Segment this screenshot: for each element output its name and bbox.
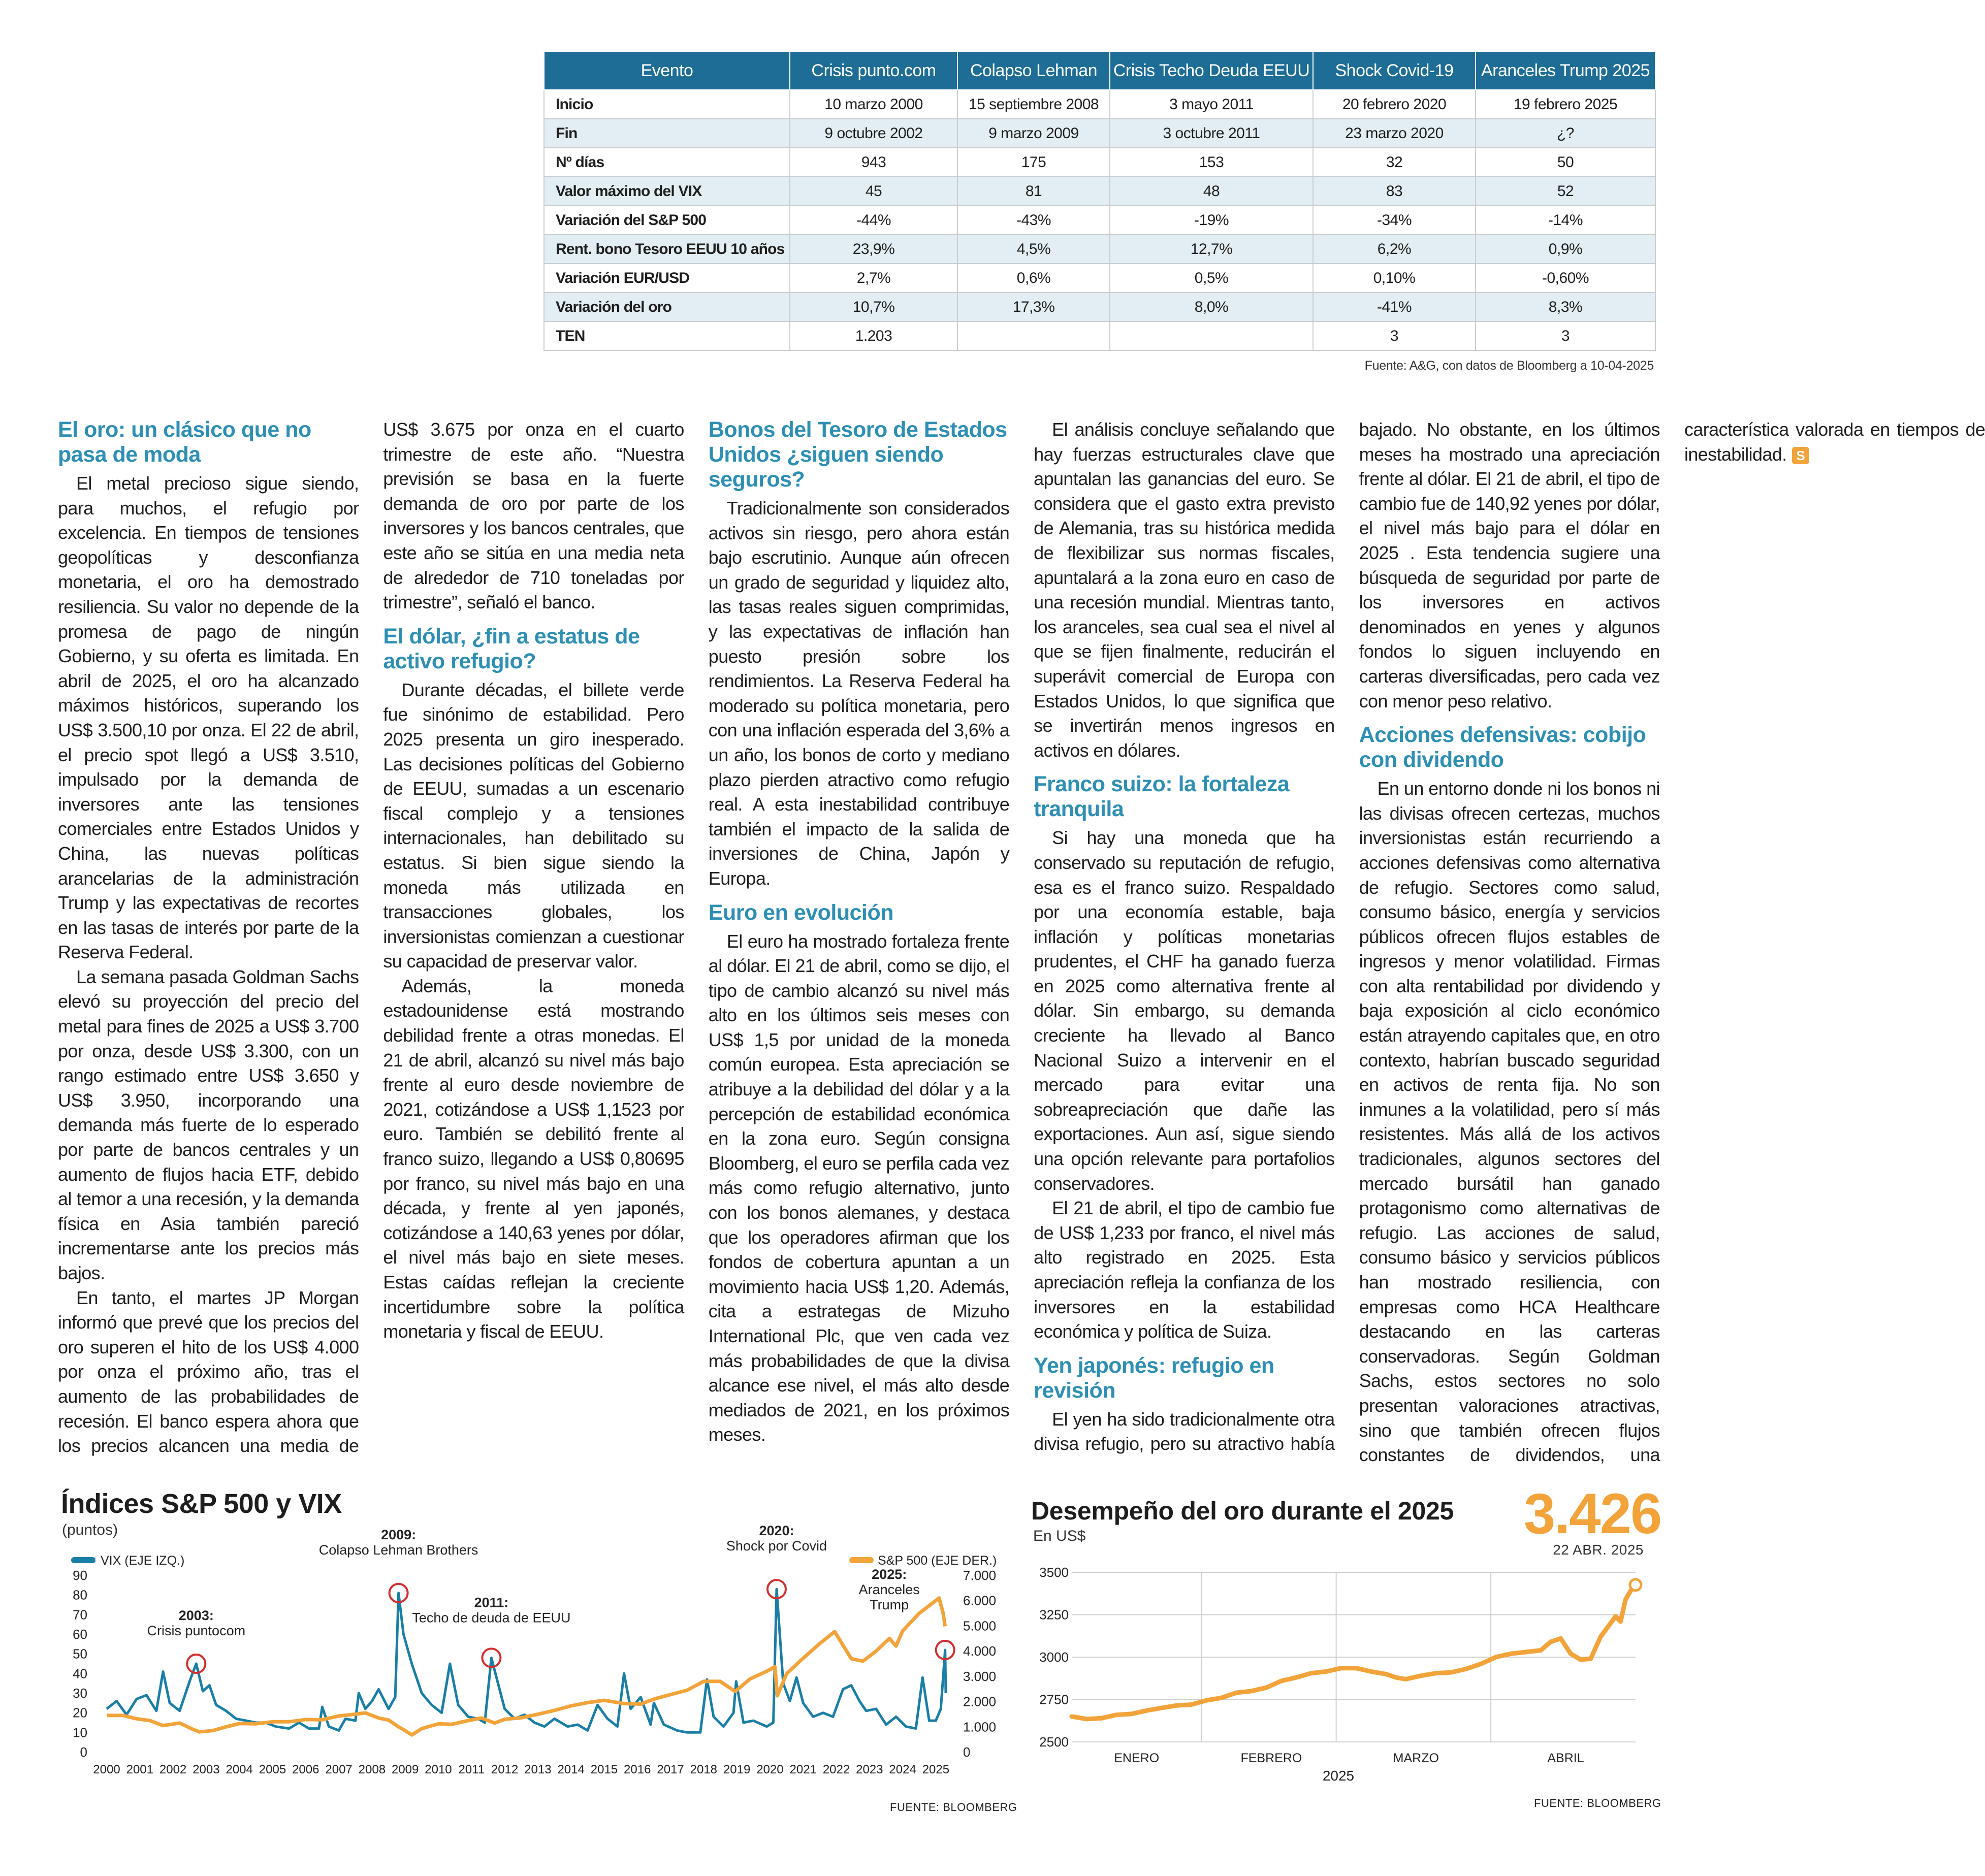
x-tick-label: 2002: [159, 1763, 187, 1776]
table-cell: -44%: [790, 206, 957, 235]
y-right-tick-label: 6.000: [963, 1593, 997, 1608]
legend-swatch-sp500: [849, 1557, 874, 1563]
table-cell: 32: [1313, 148, 1476, 177]
row-label: Nº días: [544, 148, 790, 177]
table-row: [544, 321, 1655, 350]
table-cell: 8,3%: [1476, 293, 1655, 321]
table-row: [544, 206, 1655, 235]
table-cell: 23,9%: [790, 235, 957, 264]
table-cell: 6,2%: [1313, 235, 1476, 264]
paragraph: Durante décadas, el billete verde fue sinónimo de estabilidad. Pero 2025 presenta un giro inesperado. Las decisiones políticas del Gobierno de EEUU, sumadas a un escenario fiscal complejo y a tensiones internacionales, han debilitado su estatus. Si bien sigue siendo la moneda más utilizada en transacciones globales, los inversionistas comienzan a cuestionar su capacidad de preservar valor.: [383, 679, 684, 972]
paragraph: El análisis concluye señalando que hay fuerzas estructurales clave que apuntalan las ganancias del euro. Se considera que el gasto extra previsto de Alemania, tras su histórica medida de flexibilizar sus normas fiscales, apuntalará a la zona euro en caso de una recesión mundial. Mientras tanto, los aranceles, sea cual sea el nivel al que se fijen finalmente, reducirán el superávit comercial de Europa con Estados Unidos, lo que significa que se invertirán menos ingresos en activos en dólares.: [1034, 419, 1335, 761]
paragraph: La semana pasada Goldman Sachs elevó su proyección del precio del metal para fines de 2025 a US$ 3.700 por onza, desde US$ 3.300, con un rango estimado entre US$ 3.650 y US$ 3.950, incorporando una demanda más fuerte de lo esperado por parte de bancos centrales y un aumento de flujos hacia ETF, debido al temor a una recesión, y la demanda física en Asia también pareció incrementarse ante los precios más bajos.: [58, 966, 359, 1283]
table-cell: -34%: [1313, 206, 1476, 235]
table-header-row: [544, 51, 1655, 90]
x-tick-label: 2011: [458, 1763, 485, 1776]
table-cell: ¿?: [1476, 119, 1655, 148]
table-cell: 45: [790, 177, 957, 206]
y-left-tick-label: 60: [73, 1627, 87, 1642]
table-cell: 52: [1476, 177, 1655, 206]
y-right-tick-label: 3.000: [963, 1668, 997, 1684]
x-tick-label: 2005: [259, 1763, 286, 1776]
section-heading-yen: Yen japonés: refugio en revisión: [1034, 1353, 1274, 1403]
section-heading-franco: Franco suizo: la fortaleza tranquila: [1034, 772, 1290, 822]
x-tick-label: 2023: [856, 1763, 883, 1776]
chart1-subtitle: (puntos): [62, 1522, 118, 1538]
y-left-tick-label: 50: [73, 1646, 87, 1662]
y-tick-label: 3250: [1039, 1607, 1069, 1623]
gold-latest-point: [1630, 1579, 1641, 1591]
paragraph: Además, la moneda estadounidense está mostrando debilidad frente a otras monedas. El 21 de abril, alcanzó su nivel más bajo frente al euro desde noviembre de 2021, cotizándose a US$ 1,1523 por euro. También se debilitó frente al franco suizo, llegando a US$ 0,80695 por franco, su nivel más bajo en una década, y frente al yen japonés, cotizándose a 140,63 yenes por dólar, el nivel más bajo en siete meses. Estas caídas reflejan la creciente incertidumbre sobre la política monetaria y fiscal de EEUU.: [383, 975, 684, 1342]
x-tick-label: 2024: [889, 1763, 916, 1776]
annotation-year: 2009:: [381, 1527, 417, 1542]
row-label: Variación del S&P 500: [544, 206, 790, 235]
table-cell: 23 marzo 2020: [1313, 119, 1476, 148]
x-tick-label: 2018: [690, 1763, 718, 1776]
table-cell: 15 septiembre 2008: [957, 90, 1110, 119]
paragraph: El 21 de abril, el tipo de cambio fue de US$ 1,233 por franco, el nivel más alto registrado en 2025. Esta apreciación refleja la confianza de los inversores en la estabilidad económica y política de Suiza.: [1034, 1198, 1335, 1342]
table-cell: [957, 321, 1110, 350]
y-right-tick-label: 4.000: [963, 1643, 997, 1659]
table-header-cell: Aranceles Trump 2025: [1476, 51, 1655, 90]
annotation-year: 2011:: [474, 1595, 509, 1610]
x-tick-label: 2014: [557, 1763, 585, 1776]
table-row: [544, 264, 1655, 293]
table-cell: 0,5%: [1110, 264, 1313, 293]
annotation-text: Aranceles: [858, 1581, 920, 1597]
annotation-text: Colapso Lehman Brothers: [318, 1542, 478, 1558]
x-tick-label: 2001: [126, 1763, 153, 1776]
chart1-source: FUENTE: BLOOMBERG: [890, 1801, 1017, 1814]
table-header-cell: Evento: [544, 51, 790, 90]
x-tick-label: MARZO: [1393, 1751, 1439, 1765]
annotation-text: Techo de deuda de EEUU: [412, 1610, 571, 1626]
row-label: Valor máximo del VIX: [544, 177, 790, 206]
table-cell: 3 mayo 2011: [1110, 90, 1313, 119]
section-heading-oro: El oro: un clásico que no pasa de moda: [58, 417, 311, 467]
x-tick-label: 2012: [491, 1763, 519, 1776]
chart2-subtitle: En US$: [1033, 1528, 1086, 1544]
table-row: [544, 119, 1655, 148]
row-label: Inicio: [544, 90, 790, 119]
y-left-tick-label: 20: [73, 1705, 87, 1721]
table-cell: 1.203: [790, 321, 957, 350]
chart2-title: Desempeño del oro durante el 2025: [1031, 1497, 1454, 1525]
table-cell: 9 octubre 2002: [790, 119, 957, 148]
y-tick-label: 2750: [1039, 1692, 1069, 1707]
section-heading-euro: Euro en evolución: [708, 900, 894, 925]
table-cell: -19%: [1110, 206, 1313, 235]
legend-swatch-vix: [71, 1557, 95, 1563]
table-cell: 4,5%: [957, 235, 1110, 264]
table-row: [544, 148, 1655, 177]
x-tick-label: 2025: [922, 1763, 950, 1776]
x-tick-label: 2006: [292, 1763, 319, 1776]
crisis-comparison-table: [543, 51, 1656, 351]
table-cell: 175: [957, 148, 1110, 177]
section-heading-dolar: El dólar, ¿fin a estatus de activo refugio?: [383, 624, 640, 673]
table-cell: [1110, 321, 1313, 350]
row-label: TEN: [544, 321, 790, 350]
x-tick-label: 2010: [425, 1763, 452, 1776]
table-cell: 19 febrero 2025: [1476, 90, 1655, 119]
x-tick-label: 2020: [756, 1763, 784, 1776]
gold-2025-chart: [1026, 1549, 1656, 1803]
x-axis-label: 2025: [1322, 1768, 1355, 1784]
table-header-cell: Crisis Techo Deuda EEUU: [1110, 51, 1313, 90]
table-cell: 3 octubre 2011: [1110, 119, 1313, 148]
x-tick-label: 2007: [325, 1763, 353, 1776]
y-left-tick-label: 0: [80, 1744, 87, 1760]
paragraph: El euro ha mostrado fortaleza frente al dólar. El 21 de abril, como se dijo, el tipo de cambio alcanzó su nivel más alto en los últimos seis meses con US$ 1,5 por unidad de la moneda común europea. Esta apreciación se atribuye a la debilidad del dólar y a la percepción de estabilidad económica en la zona euro. Según consigna Bloomberg, el euro se perfila cada vez más como refugio alternativo, junto con los bonos alemanes, y destaca que los operadores afirman que los fondos de cobertura apuntan a un movimiento hacia US$ 1,20. Además, cita a estrategas de Mizuho International Plc, que ven cada vez más probabilidades de que la divisa alcance ese nivel, el más alto desde mediados de 2021, en los próximos meses.: [708, 930, 1010, 1445]
row-label: Variación EUR/USD: [544, 264, 790, 293]
table-cell: 50: [1476, 148, 1655, 177]
paragraph: Tradicionalmente son considerados activos sin riesgo, pero ahora están bajo escrutinio. Aunque aún ofrecen un grado de seguridad y liquidez alto, las tasas reales siguen comprimidas, y las expectativas de inflación han puesto presión sobre los rendimientos. La Reserva Federal ha moderado su política monetaria, pero con una inflación esperada del 3,6% a un año, los bonos de corto y mediano plazo pierden atractivo como refugio real. A esta inestabilidad contribuye también el impacto de la salida de inversiones de China, Japón y Europa.: [708, 498, 1010, 889]
y-right-tick-label: 7.000: [963, 1568, 997, 1583]
gold-series-line: [1072, 1585, 1636, 1719]
table-cell: 9 marzo 2009: [957, 119, 1110, 148]
paragraph: En tanto, el martes JP Morgan informó que prevé que los precios del oro superen el hito de los US$ 4.000 por onza el próximo año, tras el aumento de las probabilidades de recesión. El banco espera ahora que los precios alcancen una media de US$ 3.675 por onza en el cuarto trimestre de este año. “Nuestra previsión se basa en la fuerte demanda de oro por parte de los inversores y los bancos centrales, que este año se sitúa en una media neta de alrededor de 710 toneladas por trimestre”, señaló el banco.: [58, 419, 684, 1457]
section-heading-acciones: Acciones defensivas: cobijo con dividendo: [1359, 723, 1646, 772]
table-cell: 83: [1313, 177, 1476, 206]
x-tick-label: 2013: [524, 1763, 552, 1776]
table-cell: 3: [1476, 321, 1655, 350]
y-left-tick-label: 30: [73, 1686, 87, 1701]
table-row: [544, 293, 1655, 321]
x-tick-label: 2016: [624, 1763, 651, 1776]
table-header-cell: Crisis punto.com: [790, 51, 957, 90]
table-cell: -41%: [1313, 293, 1476, 321]
table-cell: 943: [790, 148, 957, 177]
x-tick-label: FEBRERO: [1240, 1751, 1302, 1765]
section-heading-bonos: Bonos del Tesoro de Estados Unidos ¿siguen siendo seguros?: [708, 417, 1007, 492]
chart2-source: FUENTE: BLOOMBERG: [1534, 1797, 1661, 1809]
table-cell: 0,10%: [1313, 264, 1476, 293]
row-label: Rent. bono Tesoro EEUU 10 años: [544, 235, 790, 264]
table-cell: 17,3%: [957, 293, 1110, 321]
table-cell: 153: [1110, 148, 1313, 177]
row-label: Fin: [544, 119, 790, 148]
article-body: [58, 417, 1985, 1472]
table-cell: -0,60%: [1476, 264, 1655, 293]
legend-label-sp500: S&P 500 (EJE DER.): [878, 1554, 997, 1568]
annotation-text: Crisis puntocom: [147, 1623, 246, 1638]
x-tick-label: ABRIL: [1547, 1751, 1584, 1765]
gold-latest-date: 22 ABR. 2025: [1553, 1542, 1644, 1558]
y-left-tick-label: 90: [73, 1568, 87, 1583]
table-cell: 0,9%: [1476, 235, 1655, 264]
table-cell: -14%: [1476, 206, 1655, 235]
legend-label-vix: VIX (EJE IZQ.): [101, 1554, 185, 1568]
paragraph: El metal precioso sigue siendo, para muchos, el refugio por excelencia. En tiempos de tensiones geopolíticas y desconfianza monetaria, el oro ha demostrado resiliencia. Su valor no depende de la promesa de pago de ningún Gobierno, y su oferta es limitada. En abril de 2025, el oro ha alcanzado máximos históricos, superando los US$ 3.500,10 por onza. El 22 de abril, el precio spot llegó a US$ 3.510, impulsado por la demanda de inversores ante las tensiones comerciales entre Estados Unidos y China, las nuevas políticas arancelarias de la administración Trump y las expectativas de recortes en las tasas de interés por parte de la Reserva Federal.: [58, 473, 359, 963]
annotation-text: Trump: [870, 1597, 909, 1612]
annotation-year: 2020:: [759, 1523, 794, 1539]
y-right-tick-label: 0: [963, 1744, 971, 1760]
table-cell: 10 marzo 2000: [790, 90, 957, 119]
table-header-cell: Shock Covid-19: [1313, 51, 1476, 90]
annotation-year: 2025:: [872, 1566, 907, 1582]
y-right-tick-label: 2.000: [963, 1694, 997, 1709]
x-tick-label: 2000: [93, 1763, 120, 1776]
paragraph-text: En un entorno donde ni los bonos ni las divisas ofrecen certezas, muchos inversionistas están recurriendo a acciones defensivas como alternativa de refugio. Sectores como salud, consumo básico, energía y servicios públicos ofrecen flujos estables de ingresos y menor volatilidad. Firmas con alta rentabilidad por dividendo y baja exposición al ciclo económico están atrayendo capitales que, en otro contexto, habrían buscado seguridad en activos de renta fija. No son inmunes a la volatilidad, pero sí más resistentes. Más allá de los activos tradicionales, algunos sectores del mercado bursátil han ganado protagonismo como alternativas de refugio. Las acciones de salud, consumo básico y servicios públicos han mostrado resiliencia, con empresas como HCA Healthcare destacando en las carteras conservadoras. Según Goldman Sachs, estos sectores no solo presentan valoraciones atractivas, sino que también ofrecen flujos constantes de dividendos, una característica valorada en tiempos de inestabilidad.: [1359, 419, 1985, 1466]
table-cell: -43%: [957, 206, 1110, 235]
annotation-text: Shock por Covid: [726, 1538, 827, 1554]
y-right-tick-label: 5.000: [963, 1618, 997, 1634]
table-cell: 10,7%: [790, 293, 957, 321]
table-row: [544, 177, 1655, 206]
x-tick-label: ENERO: [1114, 1751, 1160, 1765]
x-tick-label: 2008: [358, 1763, 386, 1776]
x-tick-label: 2017: [657, 1763, 684, 1776]
end-of-article-icon: S: [1792, 447, 1809, 464]
annotation-year: 2003:: [178, 1608, 214, 1623]
y-right-tick-label: 1.000: [963, 1719, 997, 1735]
table-cell: 20 febrero 2020: [1313, 90, 1476, 119]
paragraph: Si hay una moneda que ha conservado su reputación de refugio, esa es el franco suizo. Respaldado por una economía estable, baja inflación y políticas monetarias prudentes, el CHF ha ganado fuerza en 2025 como alternativa frente al dólar. Sin embargo, su demanda creciente ha llevado al Banco Nacional Suizo a intervenir en el mercado para evitar una sobreapreciación que dañe las exportaciones. Aun así, sigue siendo una opción relevante para portafolios conservadores.: [1034, 827, 1335, 1194]
table-row: [544, 90, 1655, 119]
table-cell: 8,0%: [1110, 293, 1313, 321]
x-tick-label: 2021: [789, 1763, 817, 1776]
y-left-tick-label: 40: [73, 1666, 87, 1681]
table-cell: 12,7%: [1110, 235, 1313, 264]
chart1-title: Índices S&P 500 y VIX: [61, 1489, 342, 1519]
table-cell: 0,6%: [957, 264, 1110, 293]
x-tick-label: 2019: [723, 1763, 751, 1776]
y-left-tick-label: 10: [73, 1725, 87, 1740]
row-label: Variación del oro: [544, 293, 790, 321]
y-tick-label: 3500: [1039, 1565, 1069, 1580]
y-left-tick-label: 70: [73, 1607, 87, 1623]
x-tick-label: 2009: [391, 1763, 419, 1776]
table-cell: 81: [957, 177, 1110, 206]
table-row: [544, 235, 1655, 264]
table-cell: 3: [1313, 321, 1476, 350]
x-tick-label: 2022: [822, 1763, 850, 1776]
paragraph: El yen ha sido tradicionalmente otra divisa refugio, pero su atractivo había bajado. No obstante, en los últimos meses ha mostrado una apreciación frente al dólar. El 21 de abril, el tipo de cambio fue de 140,92 yenes por dólar, el nivel más bajo para el dólar en 2025 . Esta tendencia sugiere una búsqueda de seguridad por parte de los inversores en activos denominados en yenes y algunos fondos lo siguen incluyendo en carteras diversificadas, pero cada vez con menor peso relativo.: [1034, 419, 1660, 1454]
table-cell: 2,7%: [790, 264, 957, 293]
y-left-tick-label: 80: [73, 1587, 87, 1603]
x-tick-label: 2004: [226, 1763, 253, 1776]
gold-latest-value: 3.426: [1524, 1482, 1661, 1545]
x-tick-label: 2003: [193, 1763, 220, 1776]
x-tick-label: 2015: [590, 1763, 618, 1776]
y-tick-label: 3000: [1039, 1649, 1069, 1665]
table-cell: 48: [1110, 177, 1313, 206]
table-header-cell: Colapso Lehman: [957, 51, 1110, 90]
table-source: Fuente: A&G, con datos de Bloomberg a 10-04-2025: [1364, 359, 1654, 373]
y-tick-label: 2500: [1039, 1734, 1069, 1750]
